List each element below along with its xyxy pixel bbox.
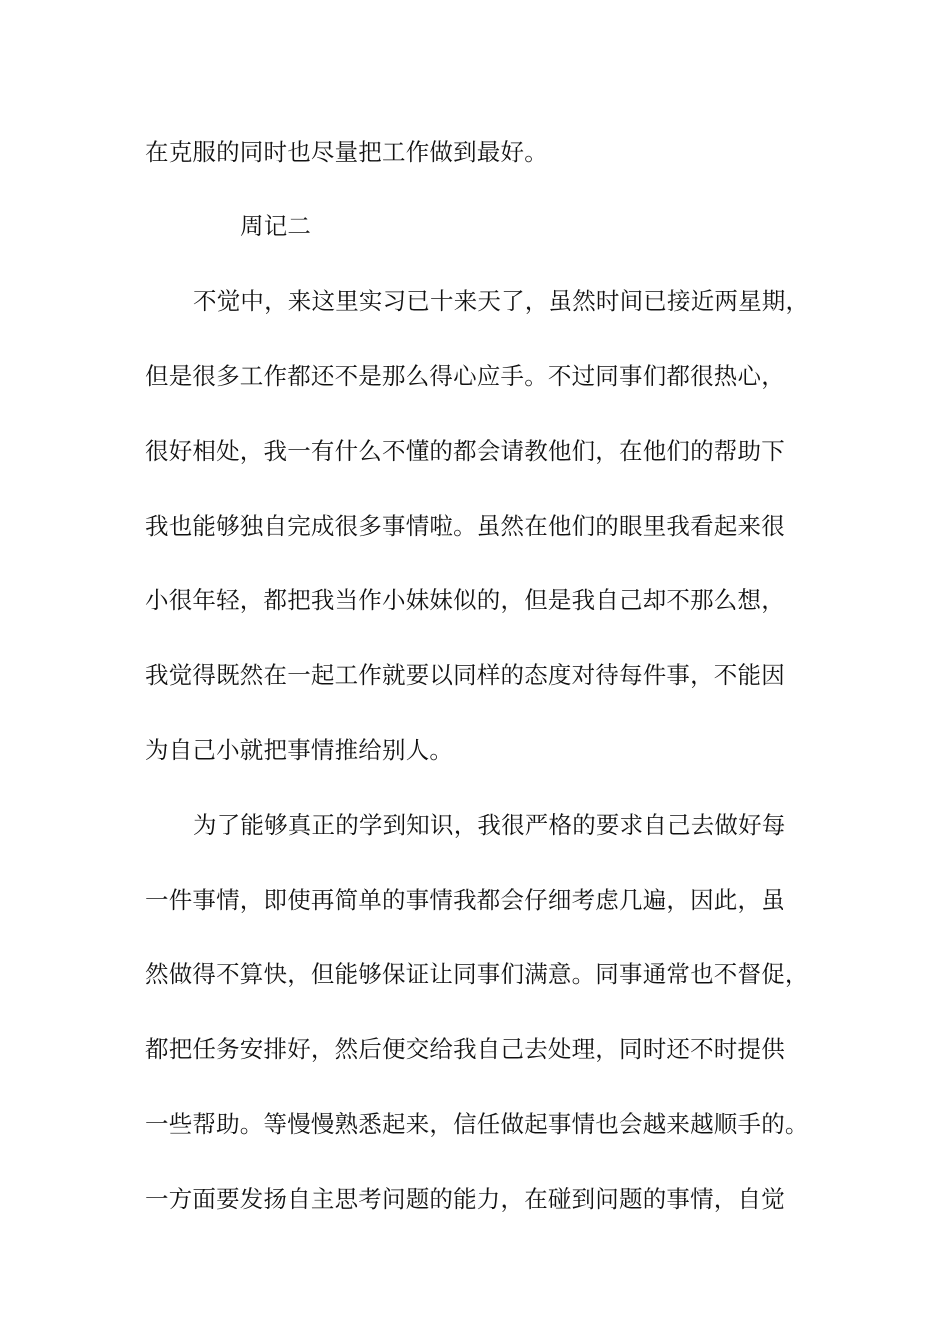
text-line: 但是很多工作都还不是那么得心应手。不过同事们都很热心， (145, 362, 785, 390)
text-line: 小很年轻，都把我当作小妹妹似的，但是我自己却不那么想， (145, 586, 785, 614)
text-line: 为了能够真正的学到知识，我很严格的要求自己去做好每 (193, 811, 786, 839)
section-heading: 周记二 (240, 212, 312, 240)
text-line: 在克服的同时也尽量把工作做到最好。 (145, 138, 548, 166)
text-line: 然做得不算快，但能够保证让同事们满意。同事通常也不督促， (145, 960, 809, 988)
text-line: 我觉得既然在一起工作就要以同样的态度对待每件事，不能因 (145, 661, 785, 689)
text-line: 一方面要发扬自主思考问题的能力，在碰到问题的事情，自觉 (145, 1185, 785, 1213)
text-line: 我也能够独自完成很多事情啦。虽然在他们的眼里我看起来很 (145, 512, 785, 540)
text-line: 都把任务安排好，然后便交给我自己去处理，同时还不时提供 (145, 1035, 785, 1063)
text-line: 很好相处，我一有什么不懂的都会请教他们，在他们的帮助下 (145, 437, 785, 465)
text-line: 一件事情，即使再简单的事情我都会仔细考虑几遍，因此，虽 (145, 886, 785, 914)
text-line: 不觉中，来这里实习已十来天了，虽然时间已接近两星期， (193, 287, 810, 315)
text-line: 为自己小就把事情推给别人。 (145, 736, 454, 764)
text-line: 一些帮助。等慢慢熟悉起来，信任做起事情也会越来越顺手的。 (145, 1110, 809, 1138)
